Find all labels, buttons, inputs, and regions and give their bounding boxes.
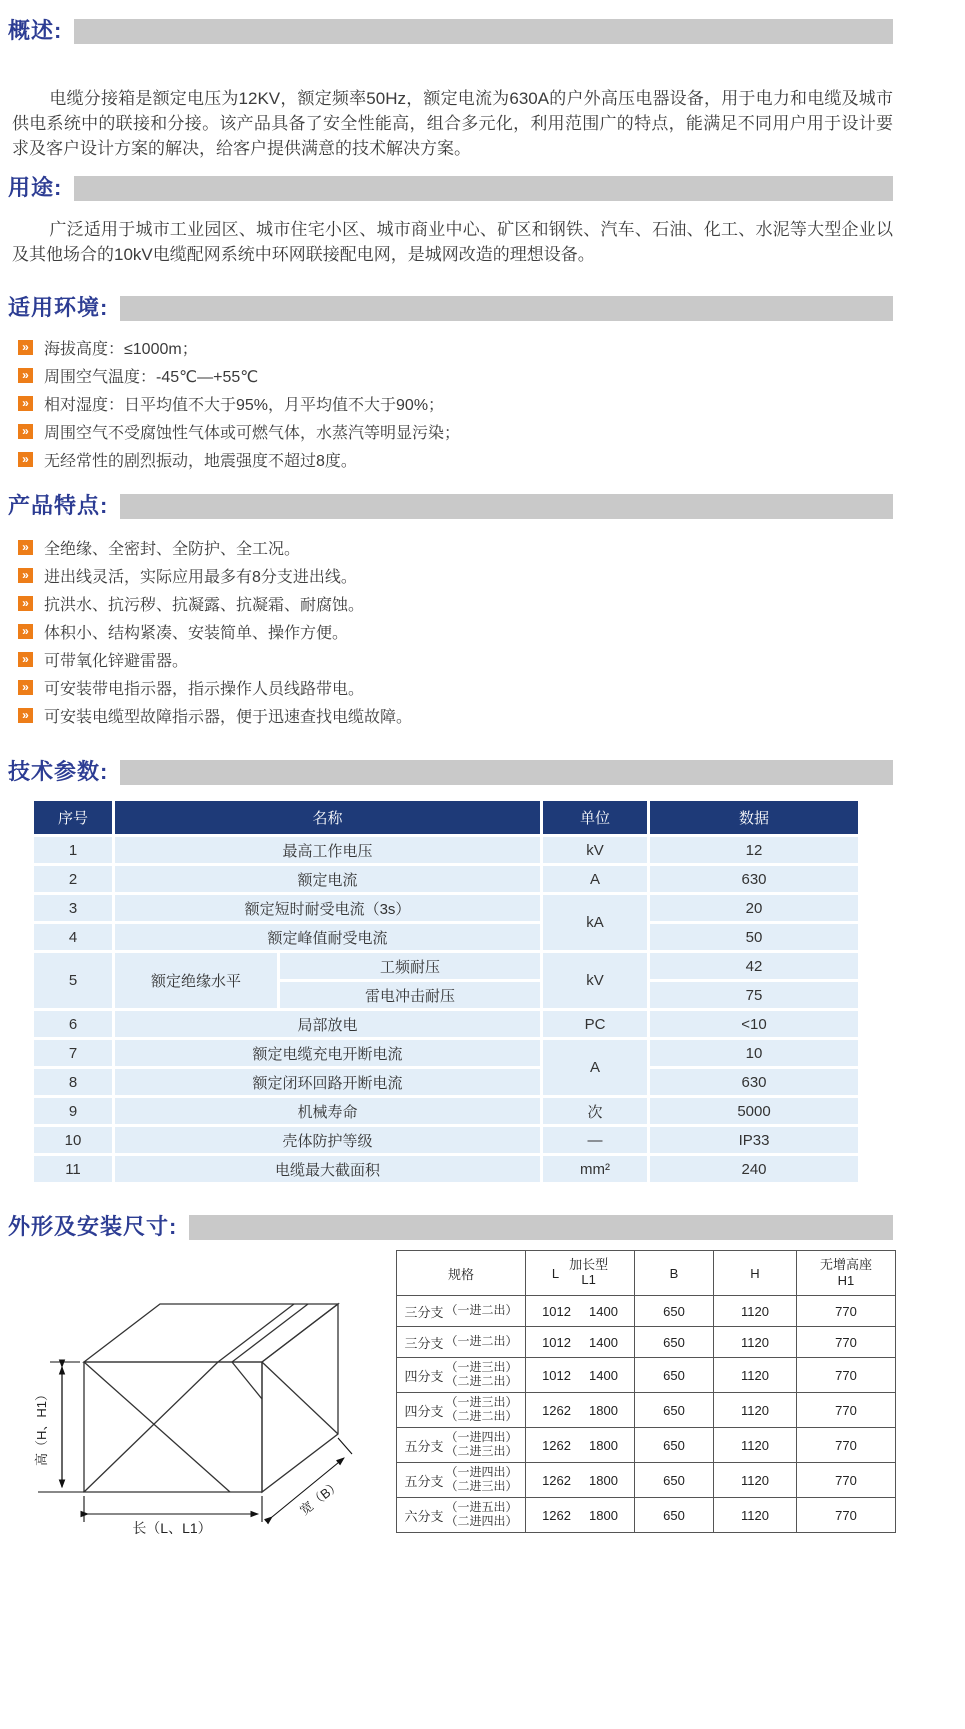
cabinet-box-outline <box>84 1304 338 1492</box>
spec-config: （一进二出） <box>445 1303 518 1318</box>
h-value: 1120 <box>714 1358 797 1393</box>
table-cell-merged-unit: A <box>543 1040 647 1095</box>
table-header-cell: 单位 <box>543 801 647 834</box>
chevron-bullet-icon: » <box>18 596 33 611</box>
l-label: L <box>551 1265 560 1281</box>
dimension-lines <box>38 1362 352 1522</box>
table-cell: 壳体防护等级 <box>115 1127 540 1153</box>
table-cell: 50 <box>650 924 858 950</box>
table-row <box>397 1327 896 1358</box>
list-item <box>8 417 893 445</box>
list-item-text: 全绝缘、全密封、全防护、全工况。 <box>44 540 301 558</box>
table-header-cell <box>526 1251 635 1296</box>
section-title-overview: 概述: <box>8 18 63 43</box>
table-cell: 雷电冲击耐压 <box>280 982 540 1008</box>
h1-value: 770 <box>797 1498 896 1533</box>
table-cell: 3 <box>34 895 112 921</box>
environment-list <box>8 333 893 473</box>
table-cell-merged-unit: kA <box>543 895 647 950</box>
table-cell: — <box>543 1127 647 1153</box>
l1-value: 1800 <box>589 1472 618 1488</box>
table-cell: 机械寿命 <box>115 1098 540 1124</box>
table-cell: 5 <box>34 953 112 1008</box>
table-cell: 工频耐压 <box>280 953 540 979</box>
spec-config: （一进四出） <box>445 1465 518 1480</box>
spec-config: （一进五出） <box>445 1500 518 1515</box>
h1-label: H1 <box>837 1273 855 1288</box>
l-value: 1262 <box>542 1402 571 1418</box>
list-item-text: 周围空气温度：-45℃—+55℃ <box>44 368 259 386</box>
table-cell: <10 <box>650 1011 858 1037</box>
section-bar <box>120 494 893 519</box>
chevron-bullet-icon: » <box>18 424 33 439</box>
table-cell: 6 <box>34 1011 112 1037</box>
table-cell: 630 <box>650 1069 858 1095</box>
table-cell: 额定闭环回路开断电流 <box>115 1069 540 1095</box>
tech-params-table <box>34 801 858 1182</box>
spec-config: （二进二出） <box>445 1409 518 1423</box>
table-cell: 1 <box>34 837 112 863</box>
spec-name: 五分支 <box>404 1438 444 1454</box>
extended-type-label: 加长型 <box>569 1257 609 1273</box>
l-value: 1262 <box>542 1437 571 1453</box>
section-title-features: 产品特点: <box>8 493 109 518</box>
table-cell-merged-unit: kV <box>543 953 647 1008</box>
list-item <box>8 361 893 389</box>
chevron-bullet-icon: » <box>18 652 33 667</box>
table-header-cell: 数据 <box>650 801 858 834</box>
h-value: 1120 <box>714 1498 797 1533</box>
spec-name: 五分支 <box>404 1473 444 1489</box>
section-title-environment: 适用环境: <box>8 295 109 320</box>
table-cell: 额定短时耐受电流（3s） <box>115 895 540 921</box>
b-value: 650 <box>635 1296 714 1327</box>
section-header-tech-params <box>8 757 893 787</box>
section-header-dimensions <box>8 1212 893 1242</box>
table-header-cell: 名称 <box>115 801 540 834</box>
table-cell: kV <box>543 837 647 863</box>
table-cell: 次 <box>543 1098 647 1124</box>
table-cell: 75 <box>650 982 858 1008</box>
section-header-overview <box>8 16 893 46</box>
table-cell: 8 <box>34 1069 112 1095</box>
table-header-cell <box>797 1251 896 1296</box>
list-item-text: 体积小、结构紧凑、安装简单、操作方便。 <box>44 624 349 642</box>
table-cell: 额定峰值耐受电流 <box>115 924 540 950</box>
section-bar <box>189 1215 893 1240</box>
spec-name: 三分支 <box>404 1335 444 1351</box>
chevron-bullet-icon: » <box>18 396 33 411</box>
table-cell: 9 <box>34 1098 112 1124</box>
table-header-cell: B <box>635 1251 714 1296</box>
width-dimension-label: 宽（B） <box>296 1476 344 1519</box>
b-value: 650 <box>635 1463 714 1498</box>
list-item <box>8 701 893 729</box>
spec-config: （一进四出） <box>445 1430 518 1445</box>
chevron-bullet-icon: » <box>18 680 33 695</box>
l1-label: L1 <box>581 1272 596 1287</box>
list-item <box>8 533 893 561</box>
spec-config: （二进四出） <box>445 1514 518 1528</box>
table-cell: 5000 <box>650 1098 858 1124</box>
spec-config: （二进二出） <box>445 1374 518 1388</box>
table-row <box>397 1498 896 1533</box>
h1-value: 770 <box>797 1463 896 1498</box>
table-header-cell: 序号 <box>34 801 112 834</box>
table-cell: 最高工作电压 <box>115 837 540 863</box>
section-bar <box>120 296 893 321</box>
table-cell: 10 <box>650 1040 858 1066</box>
section-header-environment <box>8 293 893 323</box>
list-item <box>8 389 893 417</box>
list-item-text: 可安装电缆型故障指示器，便于迅速查找电缆故障。 <box>44 708 413 726</box>
chevron-bullet-icon: » <box>18 340 33 355</box>
section-header-usage <box>8 173 893 203</box>
l1-value: 1800 <box>589 1402 618 1418</box>
table-cell: 4 <box>34 924 112 950</box>
riser-label: 无增高座 <box>819 1257 872 1273</box>
table-cell: 240 <box>650 1156 858 1182</box>
table-cell: 11 <box>34 1156 112 1182</box>
table-row <box>397 1296 896 1327</box>
list-item-text: 周围空气不受腐蚀性气体或可燃气体，水蒸汽等明显污染； <box>44 424 461 442</box>
table-cell: 42 <box>650 953 858 979</box>
section-title-tech-params: 技术参数: <box>8 759 109 784</box>
spec-name: 六分支 <box>404 1508 444 1524</box>
b-value: 650 <box>635 1327 714 1358</box>
table-cell: 7 <box>34 1040 112 1066</box>
list-item <box>8 673 893 701</box>
table-row <box>397 1358 896 1393</box>
l1-value: 1400 <box>589 1367 618 1383</box>
table-cell: mm² <box>543 1156 647 1182</box>
spec-name: 四分支 <box>404 1368 444 1384</box>
b-value: 650 <box>635 1393 714 1428</box>
list-item <box>8 561 893 589</box>
h1-value: 770 <box>797 1358 896 1393</box>
spec-config: （一进三出） <box>445 1360 518 1375</box>
table-cell: 额定电流 <box>115 866 540 892</box>
dimension-spec-table <box>396 1250 896 1533</box>
section-bar <box>74 176 893 201</box>
table-cell-group: 额定绝缘水平 <box>115 953 277 1008</box>
list-item-text: 抗洪水、抗污秽、抗凝露、抗凝霜、耐腐蚀。 <box>44 596 365 614</box>
l-value: 1262 <box>542 1472 571 1488</box>
list-item <box>8 645 893 673</box>
l1-value: 1400 <box>589 1303 618 1319</box>
h-value: 1120 <box>714 1463 797 1498</box>
table-cell: 2 <box>34 866 112 892</box>
list-item-text: 可带氧化锌避雷器。 <box>44 652 189 670</box>
chevron-bullet-icon: » <box>18 540 33 555</box>
table-header-row <box>397 1251 896 1296</box>
spec-config: （二进三出） <box>445 1444 518 1458</box>
h-value: 1120 <box>714 1296 797 1327</box>
spec-config: （一进二出） <box>445 1334 518 1349</box>
table-cell: 电缆最大截面积 <box>115 1156 540 1182</box>
table-cell: 630 <box>650 866 858 892</box>
list-item-text: 相对湿度：日平均值不大于95%，月平均值不大于90%； <box>44 396 445 414</box>
table-cell: IP33 <box>650 1127 858 1153</box>
spec-name: 三分支 <box>404 1304 444 1320</box>
usage-paragraph: 广泛适用于城市工业园区、城市住宅小区、城市商业中心、矿区和钢铁、汽车、石油、化工、水泥等大型企业以及其他场合的10kV电缆配网系统中环网联接配电网，是城网改造的理想设备。 <box>12 220 893 264</box>
h-value: 1120 <box>714 1393 797 1428</box>
table-cell: 12 <box>650 837 858 863</box>
h1-value: 770 <box>797 1428 896 1463</box>
section-title-usage: 用途: <box>8 175 63 200</box>
h1-value: 770 <box>797 1327 896 1358</box>
table-cell: 10 <box>34 1127 112 1153</box>
table-header-cell: H <box>714 1251 797 1296</box>
table-row <box>397 1463 896 1498</box>
table-cell: A <box>543 866 647 892</box>
chevron-bullet-icon: » <box>18 624 33 639</box>
l-value: 1012 <box>542 1303 571 1319</box>
list-item <box>8 589 893 617</box>
section-bar <box>74 19 893 44</box>
chevron-bullet-icon: » <box>18 708 33 723</box>
l1-value: 1800 <box>589 1437 618 1453</box>
chevron-bullet-icon: » <box>18 452 33 467</box>
list-item-text: 进出线灵活，实际应用最多有8分支进出线。 <box>44 568 357 586</box>
section-header-features <box>8 491 893 521</box>
b-value: 650 <box>635 1428 714 1463</box>
l-value: 1012 <box>542 1367 571 1383</box>
list-item-text: 海拔高度：≤1000m； <box>44 340 198 358</box>
spec-config: （一进三出） <box>445 1395 518 1410</box>
list-item-text: 无经常性的剧烈振动，地震强度不超过8度。 <box>44 452 357 470</box>
b-value: 650 <box>635 1498 714 1533</box>
outline-dimension-diagram <box>22 1270 380 1538</box>
h1-value: 770 <box>797 1296 896 1327</box>
table-cell: 局部放电 <box>115 1011 540 1037</box>
l-value: 1262 <box>542 1507 571 1523</box>
l1-value: 1400 <box>589 1334 618 1350</box>
l-value: 1012 <box>542 1334 571 1350</box>
spec-name: 四分支 <box>404 1403 444 1419</box>
features-list <box>8 533 893 729</box>
h-value: 1120 <box>714 1327 797 1358</box>
section-bar <box>120 760 893 785</box>
h-value: 1120 <box>714 1428 797 1463</box>
b-value: 650 <box>635 1358 714 1393</box>
chevron-bullet-icon: » <box>18 568 33 583</box>
length-dimension-label: 长（L、L1） <box>132 1520 212 1536</box>
list-item-text: 可安装带电指示器，指示操作人员线路带电。 <box>44 680 365 698</box>
table-header-cell: 规格 <box>397 1251 526 1296</box>
overview-paragraph: 电缆分接箱是额定电压为12KV，额定频率50Hz，额定电流为630A的户外高压电器设备，用于电力和电缆及城市供电系统中的联接和分接。该产品具备了安全性能高，组合多元化，利用范围广的特点，能满足不同用户用于设计要求及客户设计方案的解决，给客户提供满意的技术解决方案。 <box>12 89 893 158</box>
table-cell: 额定电缆充电开断电流 <box>115 1040 540 1066</box>
spec-config: （二进三出） <box>445 1479 518 1493</box>
section-title-dimensions: 外形及安装尺寸: <box>8 1214 178 1239</box>
h1-value: 770 <box>797 1393 896 1428</box>
list-item <box>8 445 893 473</box>
chevron-bullet-icon: » <box>18 368 33 383</box>
list-item <box>8 617 893 645</box>
list-item <box>8 333 893 361</box>
table-row <box>397 1393 896 1428</box>
table-row <box>397 1428 896 1463</box>
l1-value: 1800 <box>589 1507 618 1523</box>
table-cell: PC <box>543 1011 647 1037</box>
dimensions-content <box>22 1250 893 1538</box>
table-cell: 20 <box>650 895 858 921</box>
height-dimension-label: 高（H、H1） <box>34 1387 49 1467</box>
